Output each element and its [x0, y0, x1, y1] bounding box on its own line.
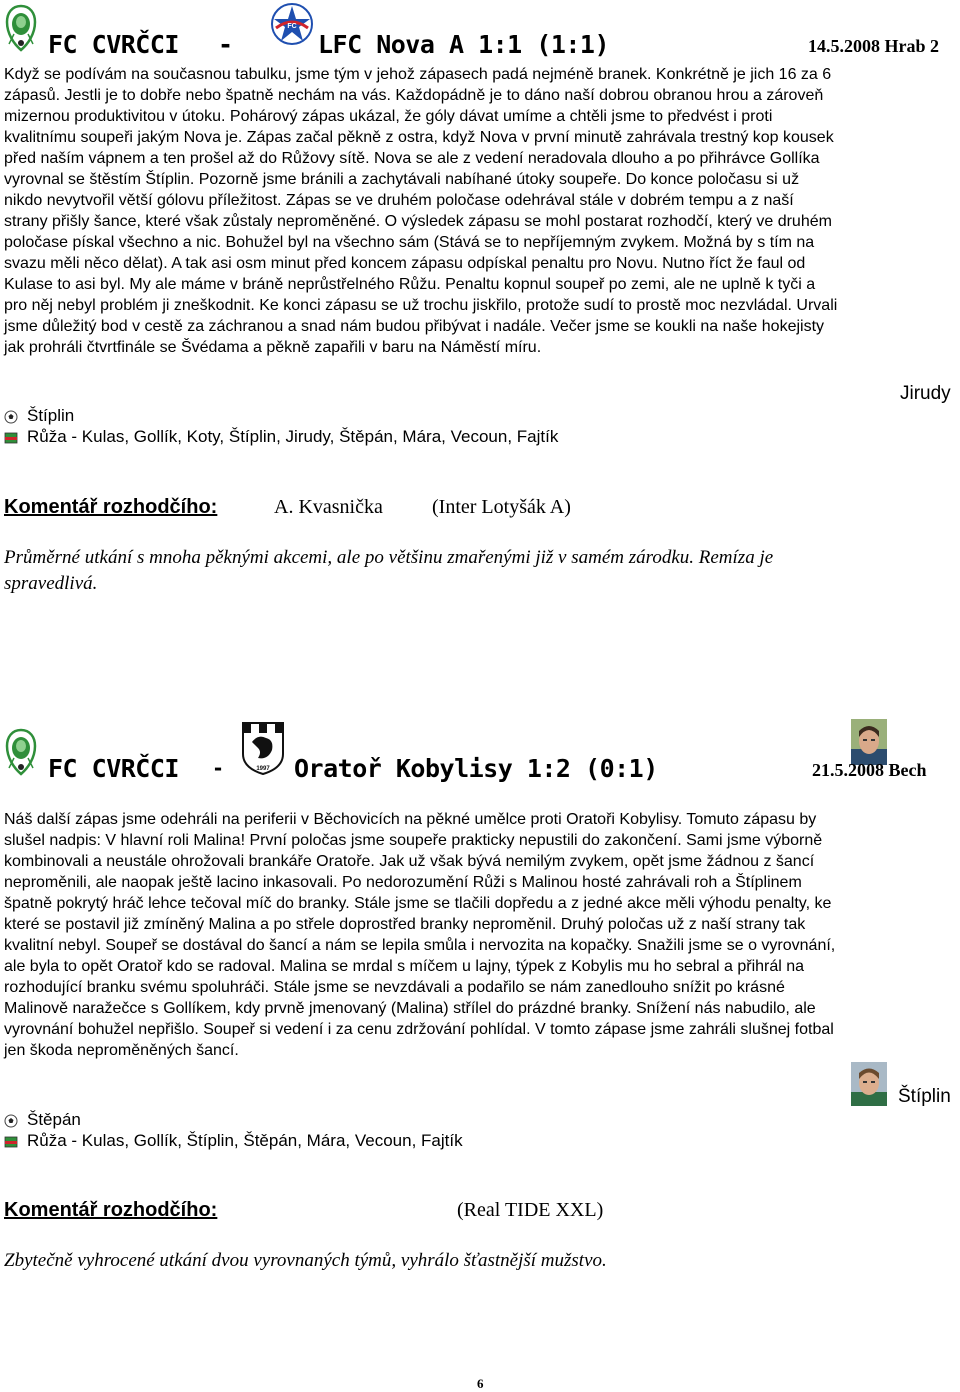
report-line: nikdo nevytvořil větší gólovu příležitost. Zápas se ve druhém poločase odehrával stále v dobrém tempu a z naší — [4, 192, 794, 209]
scorers: Štíplin — [27, 406, 75, 425]
report-line: špatně pokrytý hráč lehce tečoval míč do branky. Stále jsme se tlačili dopředu a z jedné akce měli výhodu penalty, ke — [4, 895, 832, 912]
report-line: Když se podívám na současnou tabulku, jsme tým v jehož zápasech padá nejméně branek. Konkrétně je jich 16 za 6 — [4, 66, 832, 83]
referee-team: (Real TIDE XXL) — [457, 1199, 604, 1221]
scorers: Štěpán — [27, 1110, 81, 1129]
referee-comment — [4, 1248, 954, 1274]
player-photo-icon — [851, 719, 887, 765]
comment-line: Zbytečně vyhrocené utkání dvou vyrovnaných týmů, vyhrálo šťastnější mužstvo. — [4, 1250, 607, 1271]
report-line: svazu měli něco dělat). A tak asi osm minut před koncem zápasu odpískal penaltu pro Novu. Nutno říct že faul od — [4, 255, 806, 272]
report-line: Náš další zápas jsme odehráli na periferii v Běchovicích na pěkné umělce proti Oratoři Kobylisy. Tomuto zápasu by — [4, 811, 817, 828]
report-line: jsme důležitý bod v cestě za záchranou a snad nám budou přibývat i nadále. Večer jsme se koukli na naše hokejisty — [4, 318, 825, 335]
report-line: jen škoda neproměněných šancí. — [4, 1042, 239, 1059]
svg-text:1997: 1997 — [256, 766, 270, 772]
home-team-name: FC CVRČCI — [48, 30, 179, 59]
away-team-score: Oratoř Kobylisy 1:2 (0:1) — [294, 754, 658, 783]
football-icon — [4, 410, 18, 424]
referee-label: Komentář rozhodčího: — [4, 1199, 218, 1221]
referee-name: A. Kvasnička — [274, 496, 383, 518]
report-line: zápasů. Jestli je to dobře nebo špatně nechám na vás. Každopádně je to dáno naší dobrou obranou hrou a zároveň — [4, 87, 824, 104]
report-line: mizernou produktivitou v útoku. Pohárový zápas ukázal, že góly dávat umíme a chtěli jsme to předvést i proti — [4, 108, 773, 125]
man-of-match: Štíplin — [898, 1086, 951, 1107]
report-line: ale byla to opět Oratoř kdo se radoval. Malina se mrdal s míčem u lajny, týpek z Kobylis mu ho sebral a přihrál na — [4, 958, 805, 975]
jersey-icon — [4, 1135, 18, 1149]
report-line: jak prohráli čtvrtfinále se Švédama a pěkně zapařili v baru na Náměstí míru. — [4, 339, 542, 356]
match-date-referee: 21.5.2008 Bech — [812, 760, 927, 780]
report-line: pro něj nebyl problém ji zneškodnit. Ke konci zápasu se už trochu jiskřilo, protože sudí to prostě moc nezvládal. Urvali — [4, 297, 838, 314]
match-report — [4, 64, 960, 358]
cvrcci-logo-icon — [4, 728, 38, 776]
versus-separator: - — [218, 30, 233, 59]
comment-line: spravedlivá. — [4, 573, 98, 594]
report-line: kvalitnímu soupeři jakým Nova je. Zápas začal pěkně z ostra, když Nova v první minutě zahrávala trestný kop kousek — [4, 129, 834, 146]
jersey-icon — [4, 431, 18, 445]
away-team-score: LFC Nova A 1:1 (1:1) — [318, 30, 610, 59]
referee-team: (Inter Lotyšák A) — [432, 496, 571, 518]
report-line: poločase pískal všechno a nic. Bohužel byl na všechno sám (Stává se to nepříjemným zvykem. Možná by s tím na — [4, 234, 815, 251]
report-line: kombinovali a neustále ohrožovali brankáře Oratoře. Jak už však bývá nemilým zvykem, opět jsme žádnou z šancí — [4, 853, 815, 870]
referee-label: Komentář rozhodčího: — [4, 496, 218, 518]
kobylisy-crest-icon — [240, 720, 286, 776]
svg-text:FC: FC — [287, 23, 297, 30]
versus-separator: - — [212, 756, 224, 780]
match-date-referee: 14.5.2008 Hrab 2 — [808, 36, 940, 56]
football-icon — [4, 1114, 18, 1128]
report-line: strany přišly šance, které však zůstaly neproměněné. O výsledek zápasu se mohl postarat rozhodčí, který ve druhém — [4, 213, 832, 230]
cvrcci-logo-icon — [4, 4, 38, 52]
lineup: Růža - Kulas, Gollík, Štíplin, Štěpán, Mára, Vecoun, Fajtík — [27, 1131, 463, 1150]
lineup: Růža - Kulas, Gollík, Koty, Štíplin, Jirudy, Štěpán, Mára, Vecoun, Fajtík — [27, 427, 559, 446]
report-line: rozhodující branku svému spoluhráči. Stále jsme se nevzdávali a podařilo se nám zanedlouho snížit po krásné — [4, 979, 785, 996]
comment-line: Průměrné utkání s mnoha pěknými akcemi, ale po většinu zmařenými již v samém zárodku. Remíza je — [4, 547, 774, 568]
page-number: 6 — [477, 1376, 484, 1391]
match-report — [4, 809, 960, 1061]
report-line: kvalitní nebyl. Soupeř se dostával do šancí a nám se lepila smůla i nervozita na kopačky. Snažili jsme se o vyrovnání, — [4, 937, 836, 954]
report-line: Malinově naražečce s Gollíkem, kdy prvně jmenovaný (Malina) střílel do prázdné branky. Snížení nás nabudilo, ale — [4, 1000, 816, 1017]
report-line: Kulase to asi byl. My ale máme v bráně neprůstřelného Růžu. Penaltu kopnul soupeř po zemi, ale ne uplně k tyči a — [4, 276, 816, 293]
home-team-name: FC CVRČCI — [48, 754, 179, 783]
report-line: neproměnili, ale naopak ještě lacino inkasovali. Po nedorozumění Růži s Malinou hosté zahrávali roh a Štíplinem — [4, 874, 802, 891]
player-photo-icon — [851, 1062, 887, 1106]
referee-comment — [4, 545, 954, 597]
report-line: které se postavil již zmíněný Malina a po střele doprostřed branky neproměnil. Druhý poločas už z naší strany tak — [4, 916, 806, 933]
man-of-match: Jirudy — [900, 383, 951, 404]
report-line: před naším vápnem a ten prošel až do Růžovy sítě. Nova se ale z vedení neradovala dlouho a po přihrávce Gollíka — [4, 150, 820, 167]
report-line: slušel nadpis: V hlavní roli Malina! První poločas jsme soupeře prakticky nepustili do zakončení. Sami jsme výborně — [4, 832, 823, 849]
report-line: vyrovnal se štěstím Štíplin. Pozorně jsme bránili a zachytávali nabíhané útoky soupeře. Do konce poločasu si už — [4, 171, 800, 188]
report-line: vyrovnání bohužel nepřišlo. Soupeř si vedení i za cenu zdržování pohlídal. V tomto zápase jsme zahráli slušnej fotbal — [4, 1021, 834, 1038]
nova-logo-icon — [270, 2, 314, 46]
